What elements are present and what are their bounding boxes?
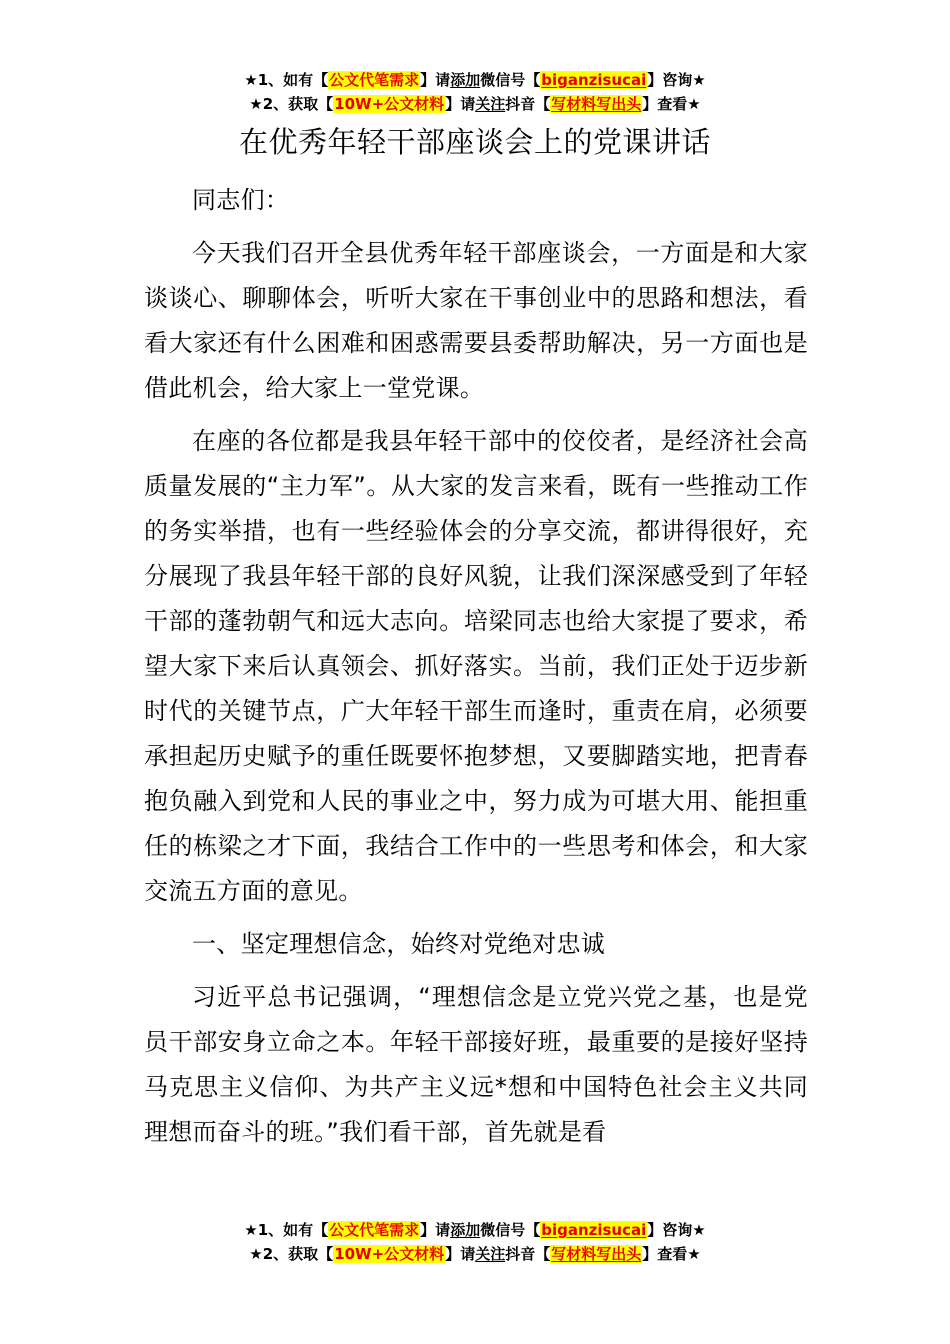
promo-text: ★2、获取【 (249, 1245, 334, 1263)
promo-line-1 (0, 1218, 950, 1242)
promo-text: 】咨询★ (647, 71, 706, 89)
promo-highlight: 公文代笔需求 (329, 71, 420, 89)
promo-text: 微信号【 (480, 71, 541, 89)
promo-highlight: 10W+公文材料 (334, 1245, 445, 1263)
promo-text: 】请 (445, 95, 476, 113)
promo-highlight-wechat: biganzisucai (541, 71, 647, 89)
promo-text: ★2、获取【 (249, 95, 334, 113)
promo-highlight: 公文代笔需求 (329, 1221, 420, 1239)
promo-text: 微信号【 (480, 1221, 541, 1239)
promo-text: 抖音【 (505, 1245, 551, 1263)
promo-text: 】请 (420, 1221, 451, 1239)
promo-text: 】查看★ (642, 95, 701, 113)
promo-highlight-wechat: biganzisucai (541, 1221, 647, 1239)
promo-text: 】查看★ (642, 1245, 701, 1263)
promo-text: 】请 (445, 1245, 476, 1263)
promo-text: ★1、如有【 (244, 1221, 329, 1239)
document-body (144, 178, 808, 1155)
promo-highlight-douyin: 写材料写出头 (551, 1245, 642, 1263)
promo-line-2 (0, 1242, 950, 1266)
promo-underline: 关注 (475, 1245, 506, 1263)
promo-highlight: 10W+公文材料 (334, 95, 445, 113)
promo-line-1 (0, 68, 950, 92)
paragraph: 今天我们召开全县优秀年轻干部座谈会，一方面是和大家谈谈心、聊聊体会，听听大家在干事创业中的思路和想法，看看大家还有什么困难和困惑需要县委帮助解决，另一方面也是借此机会，给大家上一堂党课。 (144, 239, 808, 402)
document-title: 在优秀年轻干部座谈会上的党课讲话 (238, 125, 711, 159)
promo-text: ★1、如有【 (244, 71, 329, 89)
promo-underline: 关注 (475, 95, 506, 113)
section-heading: 一、坚定理想信念，始终对党绝对忠诚 (192, 930, 606, 958)
promo-highlight-douyin: 写材料写出头 (551, 95, 642, 113)
salutation: 同志们： (192, 186, 290, 214)
promo-underline: 添加 (450, 71, 481, 89)
paragraph: 习近平总书记强调，“理想信念是立党兴党之基，也是党员干部安身立命之本。年轻干部接好班，最重要的是接好坚持马克思主义信仰、为共产主义远*想和中国特色社会主义共同理想而奋斗的班。”我们看干部，首先就是看 (144, 983, 808, 1146)
promo-text: 】咨询★ (647, 1221, 706, 1239)
paragraph: 在座的各位都是我县年轻干部中的佼佼者，是经济社会高质量发展的“主力军”。从大家的发言来看，既有一些推动工作的务实举措，也有一些经验体会的分享交流，都讲得很好，充分展现了我县年轻干部的良好风貌，让我们深深感受到了年轻干部的蓬勃朝气和远大志向。培梁同志也给大家提了要求，希望大家下来后认真领会、抓好落实。当前，我们正处于迈步新时代的关键节点，广大年轻干部生而逢时，重责在肩，必须要承担起历史赋予的重任既要怀抱梦想，又要脚踏实地，把青春抱负融入到党和人民的事业之中，努力成为可堪大用、能担重任的栋梁之才下面，我结合工作中的一些思考和体会，和大家交流五方面的意见。 (144, 427, 808, 905)
promo-banner-top (0, 68, 950, 116)
promo-text: 抖音【 (505, 95, 551, 113)
promo-underline: 添加 (450, 1221, 481, 1239)
promo-banner-bottom (0, 1218, 950, 1266)
promo-line-2 (0, 92, 950, 116)
promo-text: 】请 (420, 71, 451, 89)
